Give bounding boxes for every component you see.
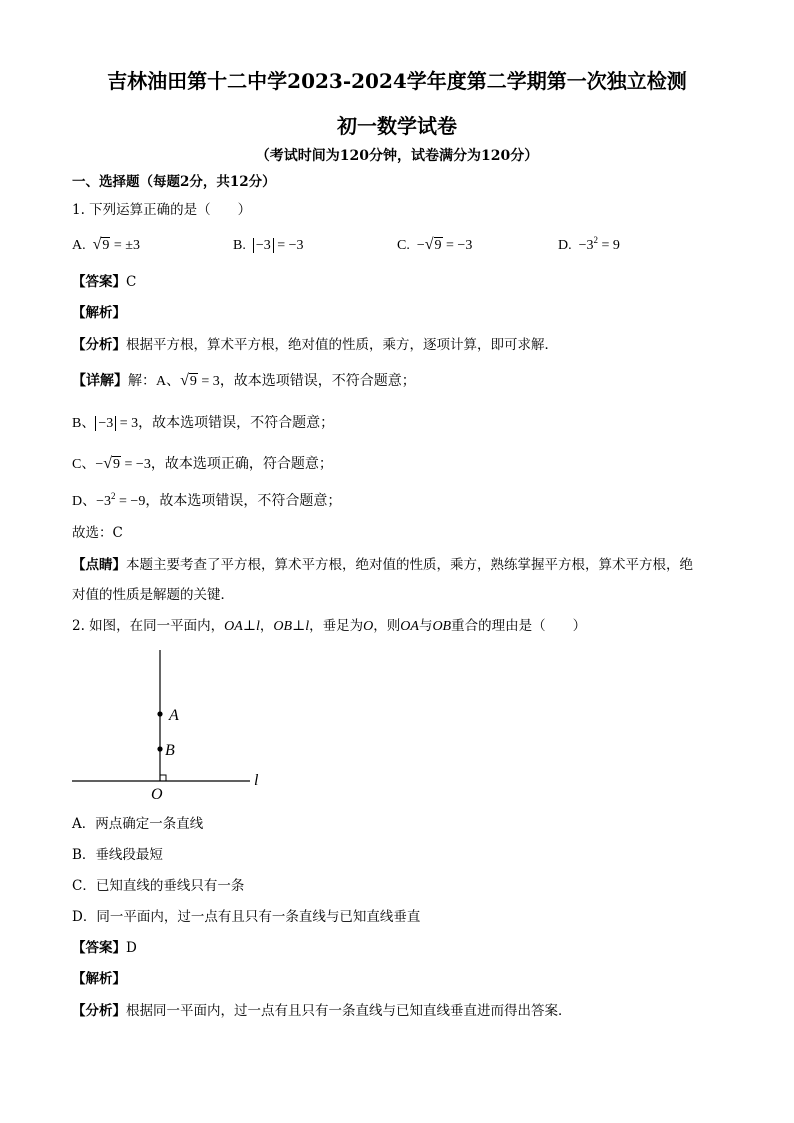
answer-tag: 【答案】 xyxy=(72,940,126,956)
base: −3 xyxy=(578,238,594,253)
expr-rest: = 3 xyxy=(197,374,220,389)
answer-tag: 【答案】 xyxy=(72,274,126,290)
exponent: 2 xyxy=(111,491,116,501)
q1-detail-a xyxy=(72,373,416,391)
expr-rest: = −9 xyxy=(115,494,146,509)
dianjing-tag: 【点睛】 xyxy=(72,557,126,573)
segment-ob: OB xyxy=(273,619,293,634)
q2-fenxi xyxy=(72,1002,572,1020)
text: 重合的理由是（ ） xyxy=(451,618,587,634)
sqrt: √9 xyxy=(92,236,110,253)
perpendicular-figure xyxy=(70,645,270,805)
text: D、 xyxy=(72,494,97,509)
q1-stem: 1. 下列运算正确的是（ ） xyxy=(72,202,252,218)
q1-answer xyxy=(72,273,136,291)
line-l: l xyxy=(256,619,260,634)
text: 解：A、 xyxy=(128,374,181,389)
radicand: 9 xyxy=(434,238,442,253)
right-angle-mark xyxy=(160,775,166,781)
q2-option-d: D．同一平面内，过一点有且只有一条直线与已知直线垂直 xyxy=(72,909,421,925)
answer-value: D xyxy=(126,940,137,956)
expr-rest: = ±3 xyxy=(110,238,140,253)
text: ，故本选项错误，不符合题意； xyxy=(219,374,416,389)
q1-fenxi xyxy=(72,336,558,354)
option-label: C. xyxy=(397,238,410,253)
analysis-tag: 【解析】 xyxy=(72,305,126,321)
expr-rest: = 3 xyxy=(116,416,139,431)
q2-option-b: B．垂线段最短 xyxy=(72,847,163,863)
perp-symbol: ⊥ xyxy=(292,619,306,634)
expr-rest: = −3 xyxy=(442,238,473,253)
absolute-value: −3 xyxy=(95,416,116,431)
fenxi-text: 根据同一平面内，过一点有且只有一条直线与已知直线垂直进而得出答案． xyxy=(126,1003,572,1019)
q1-option-a xyxy=(72,237,140,255)
sqrt: √9 xyxy=(103,455,121,472)
text: B、 xyxy=(72,416,96,431)
q2-option-a: A．两点确定一条直线 xyxy=(72,816,204,832)
q1-option-c xyxy=(397,237,472,255)
expr-rest: = −3 xyxy=(273,238,304,253)
radicand: 9 xyxy=(189,374,197,389)
text: ，则 xyxy=(373,618,401,634)
q1-detail-c xyxy=(72,456,333,474)
radicand: 9 xyxy=(113,457,121,472)
segment-ob: OB xyxy=(432,619,452,634)
text: C、 xyxy=(72,457,96,472)
analysis-tag: 【解析】 xyxy=(72,971,126,987)
q1-detail-b xyxy=(72,415,334,433)
q1-choose: 故选：C xyxy=(72,525,123,541)
exam-title-line2: 初一数学试卷 xyxy=(337,114,457,138)
exam-note: （考试时间为120分钟，试卷满分为120分） xyxy=(255,148,539,164)
option-label: A. xyxy=(72,238,86,253)
sqrt: √9 xyxy=(424,236,442,253)
point-a-label: A xyxy=(169,707,179,724)
fenxi-tag: 【分析】 xyxy=(72,337,126,353)
q2-analysis-tag xyxy=(72,970,126,988)
fenxi-text: 根据平方根，算术平方根，绝对值的性质，乘方，逐项计算，即可求解． xyxy=(126,337,558,353)
dianjing-text: 本题主要考查了平方根，算术平方根，绝对值的性质，乘方，熟练掌握平方根，算术平方根，绝 xyxy=(126,557,693,573)
fenxi-tag: 【分析】 xyxy=(72,1003,126,1019)
text: ，故本选项错误，不符合题意； xyxy=(138,416,335,431)
text: 与 xyxy=(418,618,433,634)
q1-detail-d xyxy=(72,493,341,511)
minus-sign: − xyxy=(95,457,104,472)
text: ，故本选项正确，符合题意； xyxy=(150,457,333,472)
text: 2. 如图，在同一平面内， xyxy=(72,618,225,634)
text: ，垂足为 xyxy=(309,618,364,634)
q1-option-d xyxy=(558,237,620,255)
minus-sign: − xyxy=(416,238,425,253)
option-label: B. xyxy=(233,238,246,253)
q1-analysis-tag xyxy=(72,304,126,322)
q2-option-c: C．已知直线的垂线只有一条 xyxy=(72,878,245,894)
radicand: 9 xyxy=(102,238,110,253)
q1-dianjing-1 xyxy=(72,556,693,574)
xiangjie-tag: 【详解】 xyxy=(72,374,128,389)
segment-oa: OA xyxy=(224,619,243,634)
absolute-value: −3 xyxy=(253,238,274,253)
point-b-dot xyxy=(157,746,162,751)
expr-rest: = −3 xyxy=(121,457,151,472)
q2-answer xyxy=(72,939,137,957)
line-l: l xyxy=(305,619,310,634)
exam-title-line1: 吉林油田第十二中学2023-2024学年度第二学期第一次独立检测 xyxy=(107,69,687,93)
point-o: O xyxy=(363,619,374,634)
text: ，故本选项错误，不符合题意； xyxy=(145,494,342,509)
sqrt: √9 xyxy=(180,372,197,389)
expr-rest: = 9 xyxy=(598,238,620,253)
q1-dianjing-2: 对值的性质是解题的关键． xyxy=(72,587,234,603)
text: ， xyxy=(259,618,274,634)
segment-oa: OA xyxy=(400,619,419,634)
q1-option-b xyxy=(233,237,304,255)
answer-value: C xyxy=(126,274,137,290)
point-o-label: O xyxy=(151,786,163,803)
perp-symbol: ⊥ xyxy=(242,619,257,634)
base: −3 xyxy=(96,494,112,509)
point-a-dot xyxy=(157,711,162,716)
option-label: D. xyxy=(558,238,572,253)
q2-stem xyxy=(72,617,586,636)
exponent: 2 xyxy=(593,235,599,245)
section1-heading: 一、选择题（每题2分，共12分） xyxy=(72,174,276,190)
line-l-label: l xyxy=(254,772,259,789)
point-b-label: B xyxy=(165,742,175,759)
